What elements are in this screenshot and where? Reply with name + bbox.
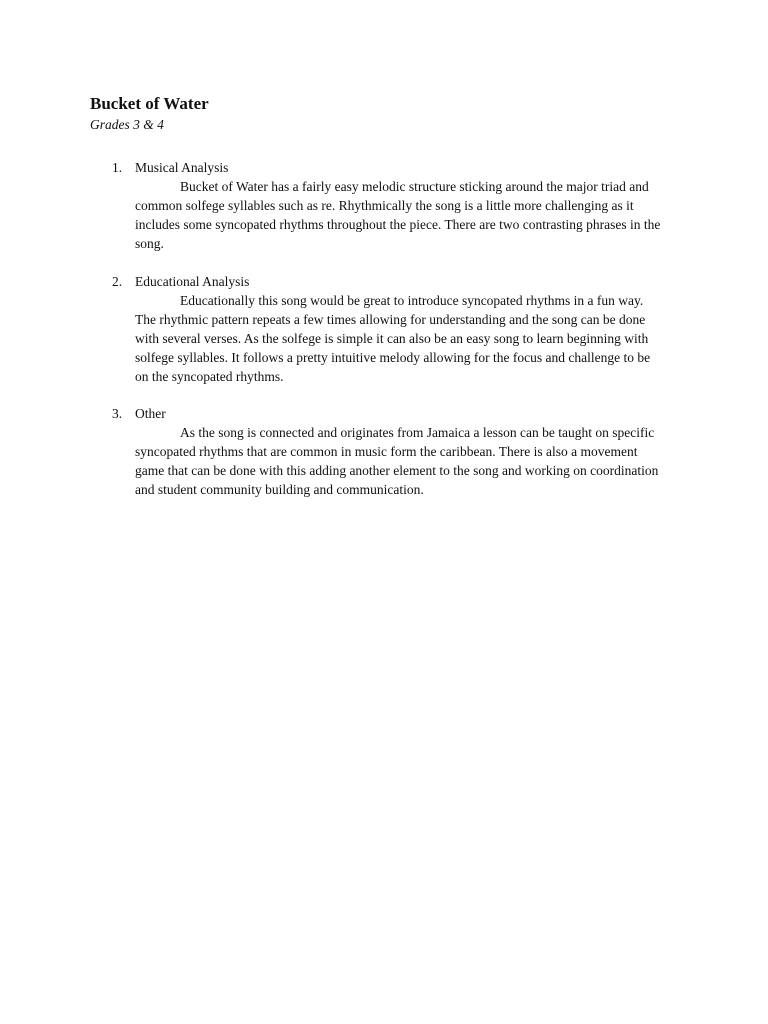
document-title: Bucket of Water (90, 94, 209, 113)
section-body (135, 291, 675, 386)
paragraph-line: The rhythmic pattern repeats a few times allowing for understanding and the song can be done (135, 311, 646, 327)
paragraph-line: As the song is connected and originates from Jamaica a lesson can be taught on specific (180, 425, 655, 440)
paragraph-line: syncopated rhythms that are common in music form the caribbean. There is also a movement (135, 444, 638, 459)
section-musical-analysis (0, 158, 768, 253)
section-heading: Educational Analysis (135, 273, 250, 289)
section-heading: Other (135, 406, 166, 421)
paragraph-line: song. (135, 236, 164, 251)
paragraph-line: common solfege syllables such as re. Rhythmically the song is a little more challenging as it (135, 198, 634, 213)
paragraph-line: Educationally this song would be great to introduce syncopated rhythms in a fun way. (180, 292, 644, 308)
section-number: 3. (112, 406, 123, 421)
section-educational-analysis (0, 272, 768, 386)
section-heading: Musical Analysis (135, 160, 229, 175)
section-number: 2. (112, 273, 123, 289)
paragraph-line: solfege syllables. It follows a pretty intuitive melody allowing for the focus and challenge to be (135, 349, 651, 365)
section-number: 1. (112, 160, 123, 175)
paragraph-line: and student community building and communication. (135, 482, 424, 497)
section-body (135, 177, 675, 253)
paragraph-line: Bucket of Water has a fairly easy melodic structure sticking around the major triad and (180, 179, 649, 194)
section-list (0, 158, 768, 518)
section-body (135, 423, 675, 499)
paragraph-line: includes some syncopated rhythms throughout the piece. There are two contrasting phrases in the (135, 217, 661, 232)
document-subtitle: Grades 3 & 4 (90, 117, 164, 132)
section-other (0, 404, 768, 499)
paragraph-line: with several verses. As the solfege is simple it can also be an easy song to learn beginning with (135, 330, 649, 346)
paragraph-line: on the syncopated rhythms. (135, 368, 284, 384)
paragraph-line: game that can be done with this adding another element to the song and working on coordination (135, 463, 659, 478)
